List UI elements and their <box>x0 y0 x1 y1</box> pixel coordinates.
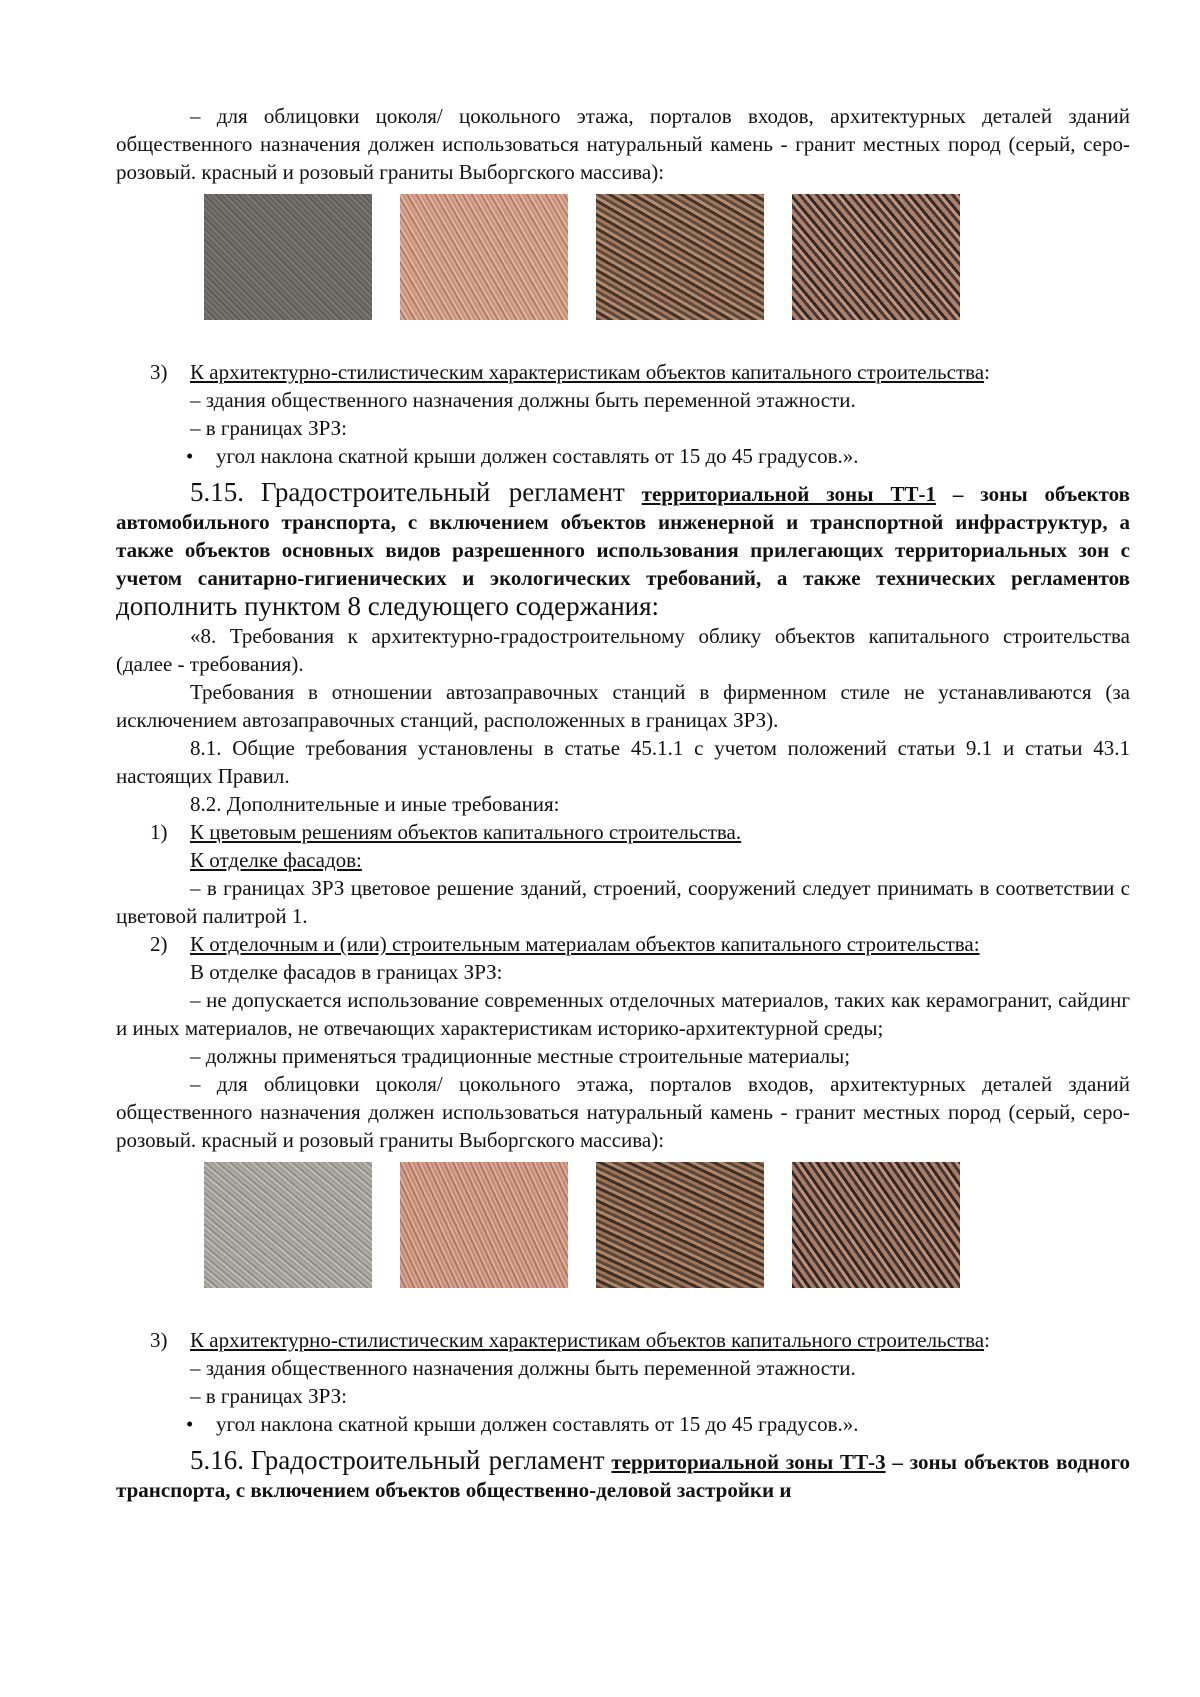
sub-heading: В отделке фасадов в границах ЗРЗ: <box>190 960 503 984</box>
list-item-title: К цветовым решениям объектов капитального строительства. <box>190 820 742 844</box>
list-item-3: 3) К архитектурно-стилистическим характеристикам объектов капитального строительства: <box>150 360 990 384</box>
dash-item: – здания общественного назначения должны быть переменной этажности. <box>190 388 856 412</box>
paragraph: 8.2. Дополнительные и иные требования: <box>190 792 560 816</box>
list-number: 2) <box>150 932 168 956</box>
list-item-title: К отделочным и (или) строительным материалам объектов капитального строительства: <box>190 932 980 956</box>
dash-paragraph: – в границах ЗРЗ цветовое решение зданий, строений, сооружений следует принимать в соответствии с цветовой палитрой 1. <box>116 876 1130 928</box>
bullet-icon: • <box>186 1412 194 1436</box>
list-item-title: К архитектурно-стилистическим характеристикам объектов капитального строительства <box>190 360 985 384</box>
granite-swatches <box>204 1162 1130 1288</box>
list-number: 3) <box>150 1328 168 1352</box>
zone-name: территориальной зоны ТТ-3 <box>611 1450 886 1474</box>
granite-red-image <box>596 1162 764 1288</box>
granite-pink-image <box>792 1162 960 1288</box>
zone-name: территориальной зоны ТТ-1 <box>641 482 936 506</box>
list-item-2 <box>116 930 1130 958</box>
paragraph: «8. Требования к архитектурно-градостроительному облику объектов капитального строительства (далее - требования). <box>116 624 1130 676</box>
granite-grey-pink-image <box>400 194 568 320</box>
list-item-3: 3) К архитектурно-стилистическим характеристикам объектов капитального строительства: <box>150 1328 990 1352</box>
bullet-icon: • <box>186 444 194 468</box>
granite-pink-image <box>792 194 960 320</box>
list-item-title: К архитектурно-стилистическим характеристикам объектов капитального строительства <box>190 1328 985 1352</box>
cladding-paragraph: – для облицовки цоколя/ цокольного этажа, порталов входов, архитектурных деталей зданий общественного назначения должен использоваться натуральный камень - гранит местных пород (серый, серо-розовый. красный и розовый граниты Выборгского массива): <box>116 104 1130 184</box>
granite-grey-pink-image <box>400 1162 568 1288</box>
dash-item: – здания общественного назначения должны быть переменной этажности. <box>190 1356 856 1380</box>
dash-item: – должны применяться традиционные местные строительные материалы; <box>190 1044 851 1068</box>
granite-red-image <box>596 194 764 320</box>
dash-item: – в границах ЗРЗ: <box>190 1384 347 1408</box>
section-heading-5-16: 5.16. Градостроительный регламент территориальной зоны ТТ-3 – зоны объектов водного транспорта, с включением объектов общественно-деловой застройки и <box>116 1445 1131 1502</box>
granite-grey-image <box>204 1162 372 1288</box>
dash-paragraph: – не допускается использование современных отделочных материалов, таких как керамогранит, сайдинг и иных материалов, не отвечающих характеристикам историко-архитектурной среды; <box>116 988 1130 1040</box>
list-number: 3) <box>150 360 168 384</box>
paragraph: 8.1. Общие требования установлены в статье 45.1.1 с учетом положений статьи 9.1 и статьи 43.1 настоящих Правил. <box>116 736 1130 788</box>
bullet-item: • угол наклона скатной крыши должен составлять от 15 до 45 градусов.». <box>186 1412 859 1436</box>
dash-item: – в границах ЗРЗ: <box>190 416 347 440</box>
section-heading-5-15: 5.15. Градостроительный регламент территориальной зоны ТТ-1 – зоны объектов автомобильного транспорта, с включением объектов инженерной и транспортной инфраструктур, а также объектов основных видов разрешенного использования прилегающих территориальных зон с учетом санитарно-гигиенических и экологических требований, а также технических регламентов дополнить пунктом 8 следующего содержания: <box>116 477 1130 621</box>
list-number: 1) <box>150 820 168 844</box>
paragraph: Требования в отношении автозаправочных станций в фирменном стиле не устанавливаются (за исключением автозаправочных станций, расположенных в границах ЗРЗ). <box>116 680 1130 732</box>
bullet-item: • угол наклона скатной крыши должен составлять от 15 до 45 градусов.». <box>186 444 859 468</box>
document-content <box>116 102 1130 1504</box>
sub-heading: К отделке фасадов: <box>190 848 362 872</box>
granite-grey-image <box>204 194 372 320</box>
cladding-paragraph: – для облицовки цоколя/ цокольного этажа, порталов входов, архитектурных деталей зданий общественного назначения должен использоваться натуральный камень - гранит местных пород (серый, серо-розовый. красный и розовый граниты Выборгского массива): <box>116 1072 1130 1152</box>
list-item-1 <box>116 818 1130 846</box>
granite-swatches <box>204 194 1130 320</box>
